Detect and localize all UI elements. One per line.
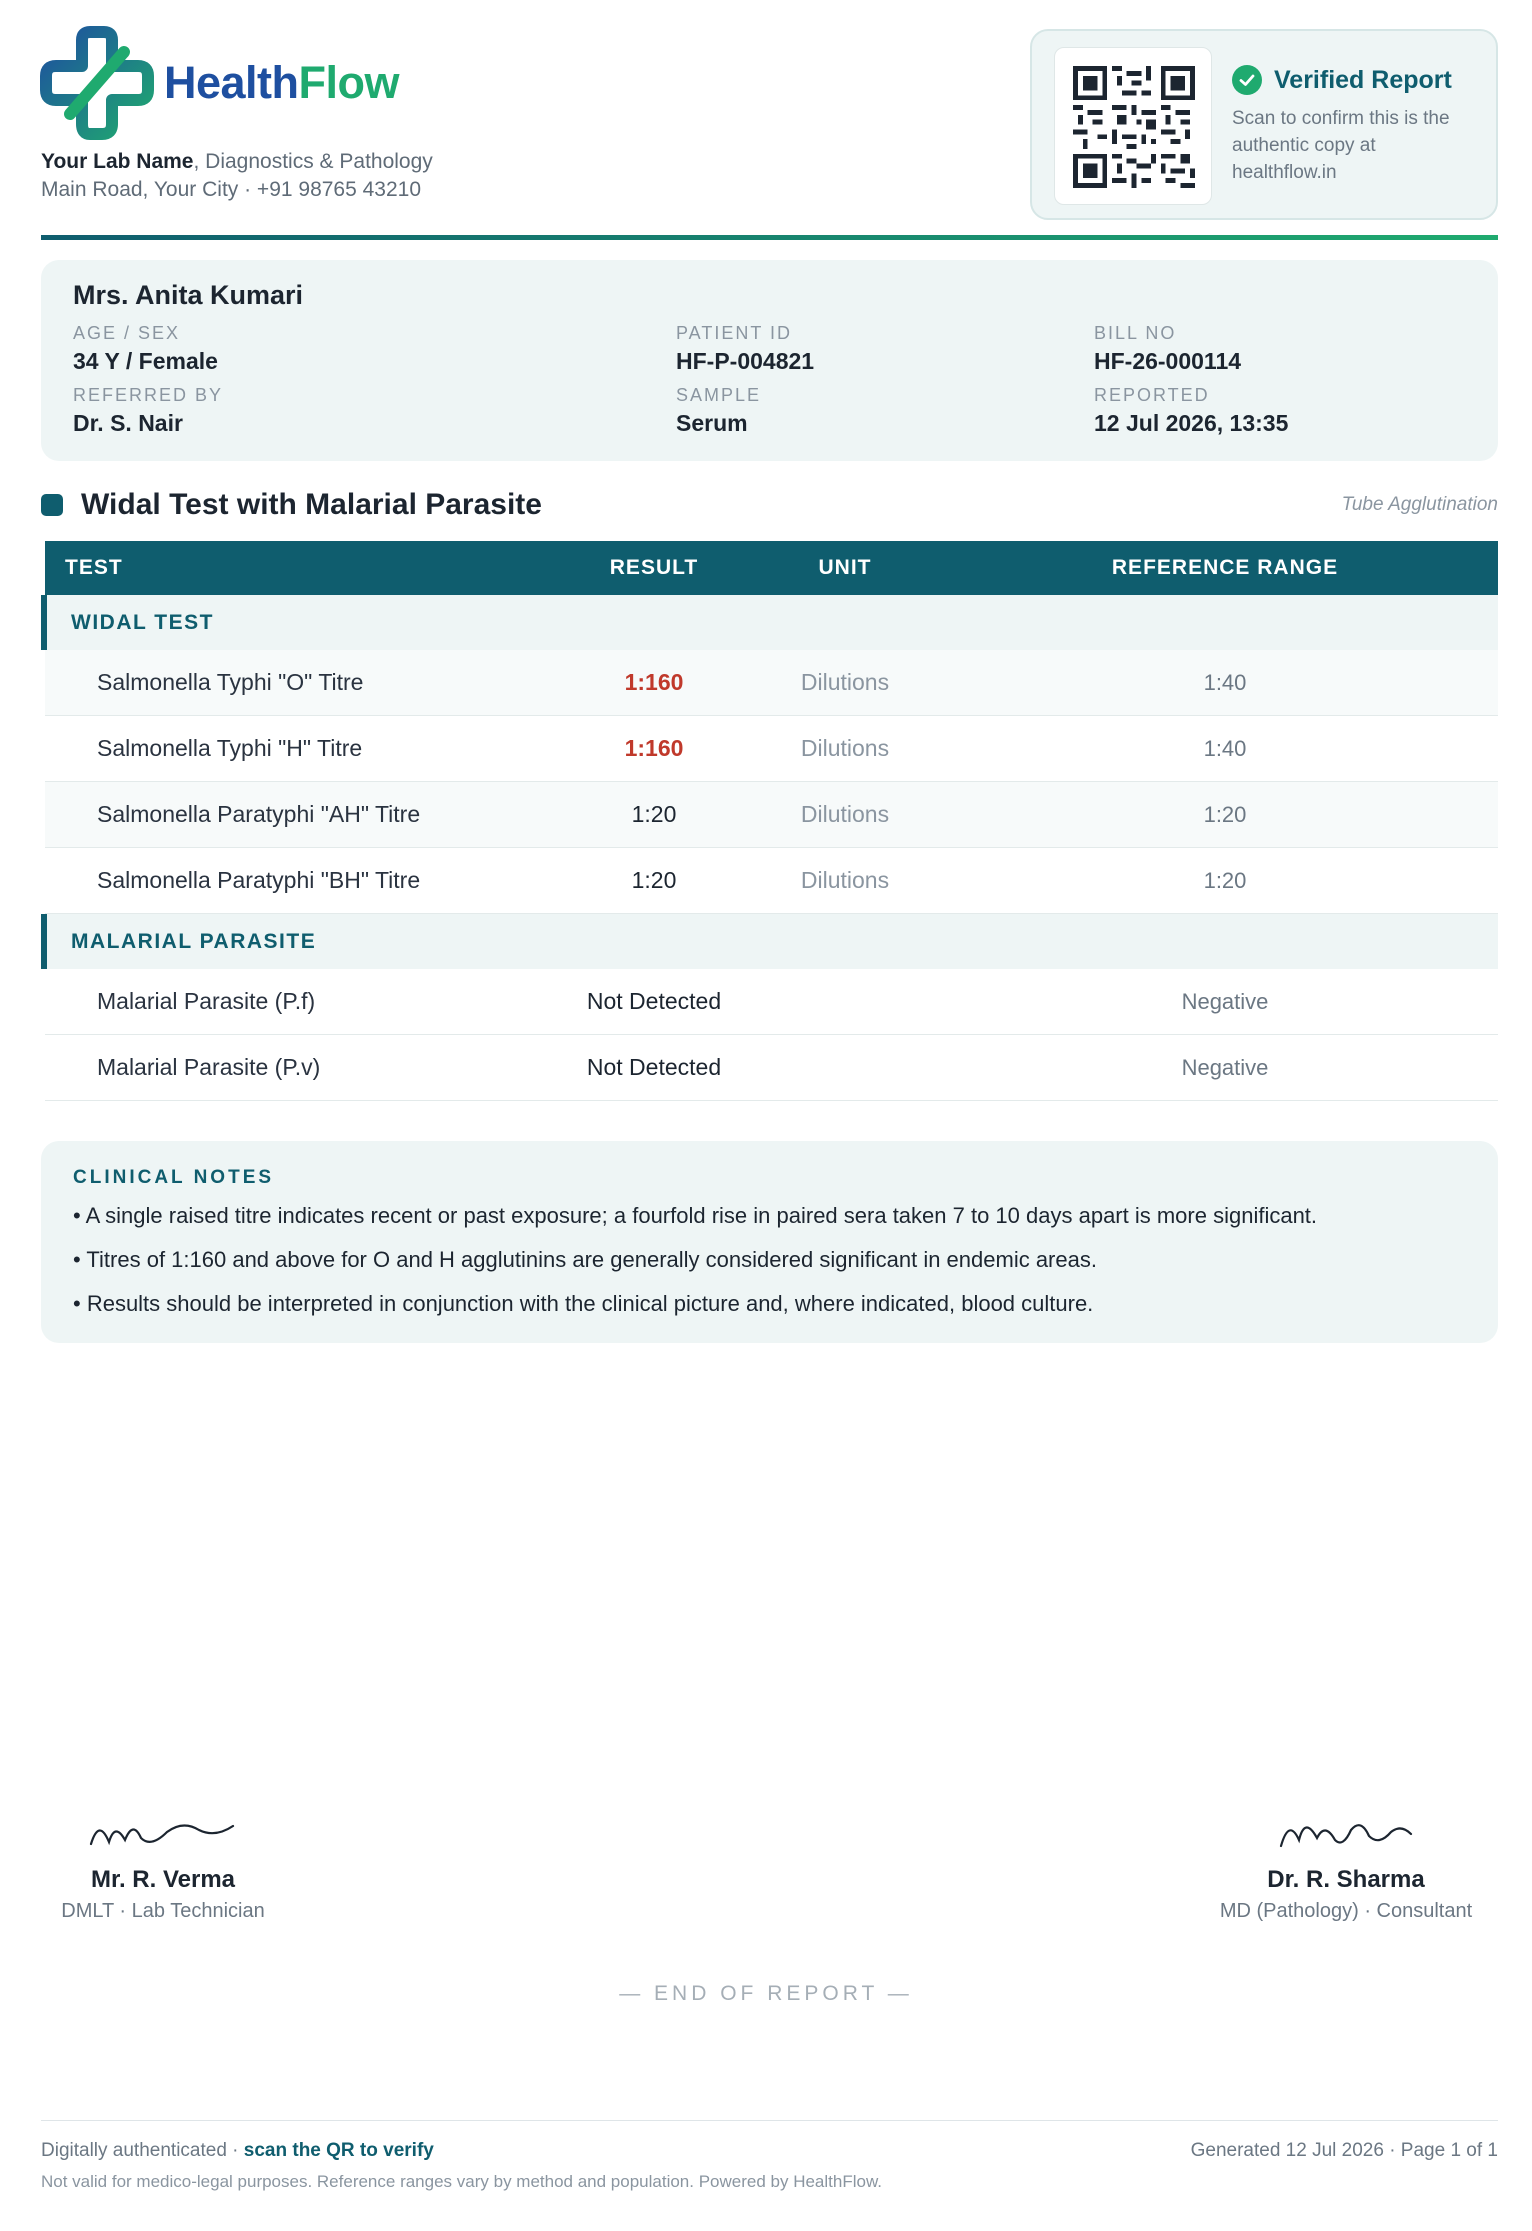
disclaimer: Not valid for medico-legal purposes. Reference ranges vary by method and population. Powered by HealthFlow.	[41, 2172, 883, 2191]
sample-label: SAMPLE	[676, 385, 762, 405]
signature-icon	[83, 1810, 243, 1856]
note-item: • A single raised titre indicates recent or past exposure; a fourfold rise in paired sera taken 7 to 10 days apart is more significant.	[73, 1203, 1318, 1228]
test-reference: 1:20	[1203, 801, 1247, 827]
section-title: Widal Test with Malarial Parasite	[81, 488, 542, 521]
table-header	[45, 541, 1498, 595]
qr-code-graphic	[1073, 66, 1195, 188]
bill-no-label: BILL NO	[1094, 323, 1177, 343]
sample-value: Serum	[676, 410, 748, 436]
group-widal	[41, 595, 1498, 650]
table-row	[45, 1035, 1498, 1101]
table-row	[45, 716, 1498, 782]
group-title: MALARIAL PARASITE	[71, 929, 317, 953]
test-unit: Dilutions	[800, 867, 890, 893]
patient-id-label: PATIENT ID	[676, 323, 793, 343]
test-unit: Dilutions	[800, 669, 890, 695]
header-unit: UNIT	[818, 556, 872, 579]
brand-logo	[40, 26, 399, 140]
signatory-role: MD (Pathology) · Consultant	[1219, 1900, 1473, 1922]
signatory-technician	[38, 1810, 288, 1923]
test-result: 1:20	[631, 867, 677, 893]
test-result: 1:160	[624, 669, 684, 695]
brand-name	[164, 57, 399, 109]
test-reference: Negative	[1181, 1054, 1269, 1080]
test-reference: 1:40	[1203, 735, 1247, 761]
signatory-name: Dr. R. Sharma	[1267, 1866, 1425, 1893]
verify-link[interactable]: scan the QR to verify	[243, 2140, 434, 2161]
patient-id-value: HF-P-004821	[676, 348, 815, 374]
age-sex-label: AGE / SEX	[73, 323, 181, 343]
test-name: Salmonella Paratyphi "AH" Titre	[97, 801, 421, 827]
lab-address: Main Road, Your City · +91 98765 43210	[41, 178, 422, 201]
section-heading	[41, 488, 542, 522]
test-reference: Negative	[1181, 988, 1269, 1014]
verification-panel	[1030, 29, 1498, 220]
patient-card	[41, 260, 1498, 461]
healthflow-logo-icon	[40, 26, 154, 140]
verified-title	[1232, 65, 1452, 95]
reported-value: 12 Jul 2026, 13:35	[1094, 410, 1289, 436]
brand-name-part2: Flow	[298, 57, 400, 108]
lab-name-line	[41, 150, 433, 174]
test-name: Salmonella Typhi "H" Titre	[97, 735, 363, 761]
group-malarial-parasite	[41, 914, 1498, 969]
results-table	[45, 541, 1498, 1101]
test-unit: Dilutions	[800, 801, 890, 827]
test-reference: 1:20	[1203, 867, 1247, 893]
note-item: • Results should be interpreted in conjunction with the clinical picture and, where indicated, blood culture.	[73, 1291, 1094, 1316]
end-of-report: — END OF REPORT —	[619, 1982, 913, 2005]
table-row	[45, 848, 1498, 914]
notes-title: CLINICAL NOTES	[73, 1167, 275, 1188]
referred-by-label: REFERRED BY	[73, 385, 224, 405]
age-sex-value: 34 Y / Female	[73, 348, 218, 374]
check-circle-icon	[1232, 65, 1262, 95]
verification-description: Scan to confirm this is the authentic copy at healthflow.in	[1232, 108, 1450, 183]
clinical-notes	[41, 1141, 1498, 1343]
signatory-role: DMLT · Lab Technician	[61, 1900, 265, 1922]
signatory-name: Mr. R. Verma	[90, 1866, 236, 1893]
footer-divider	[41, 2120, 1498, 2121]
test-result: Not Detected	[586, 1054, 722, 1080]
referred-by-value: Dr. S. Nair	[73, 410, 183, 436]
qr-code-icon[interactable]	[1054, 47, 1212, 205]
verified-label: Verified Report	[1274, 65, 1452, 94]
test-method: Tube Agglutination	[1341, 494, 1498, 515]
header-result: RESULT	[609, 556, 699, 579]
patient-name: Mrs. Anita Kumari	[73, 280, 304, 310]
test-name: Malarial Parasite (P.f)	[97, 988, 316, 1014]
test-result: 1:160	[624, 735, 684, 761]
test-result: 1:20	[631, 801, 677, 827]
header-divider	[41, 235, 1498, 240]
note-item: • Titres of 1:160 and above for O and H agglutinins are generally considered significant in endemic areas.	[73, 1247, 1097, 1272]
test-unit: Dilutions	[800, 735, 890, 761]
lab-tagline: , Diagnostics & Pathology	[193, 150, 433, 173]
header-reference: REFERENCE RANGE	[1111, 556, 1339, 579]
table-row	[45, 969, 1498, 1035]
generated-info: Generated 12 Jul 2026 · Page 1 of 1	[1190, 2140, 1498, 2161]
reported-label: REPORTED	[1094, 385, 1210, 405]
bill-no-value: HF-26-000114	[1094, 348, 1242, 374]
test-result: Not Detected	[586, 988, 722, 1014]
test-name: Salmonella Paratyphi "BH" Titre	[97, 867, 421, 893]
signatory-consultant	[1196, 1810, 1496, 1923]
header-test: TEST	[65, 556, 123, 579]
signature-icon	[1271, 1810, 1421, 1856]
table-row	[45, 782, 1498, 848]
test-reference: 1:40	[1203, 669, 1247, 695]
auth-line	[41, 2140, 434, 2162]
table-row	[45, 650, 1498, 716]
section-marker-icon	[41, 494, 63, 516]
group-title: WIDAL TEST	[71, 610, 214, 634]
auth-text: Digitally authenticated ·	[41, 2140, 244, 2161]
test-name: Malarial Parasite (P.v)	[97, 1054, 321, 1080]
test-name: Salmonella Typhi "O" Titre	[97, 669, 364, 695]
lab-name: Your Lab Name	[41, 150, 194, 173]
brand-name-part1: Health	[164, 57, 299, 108]
